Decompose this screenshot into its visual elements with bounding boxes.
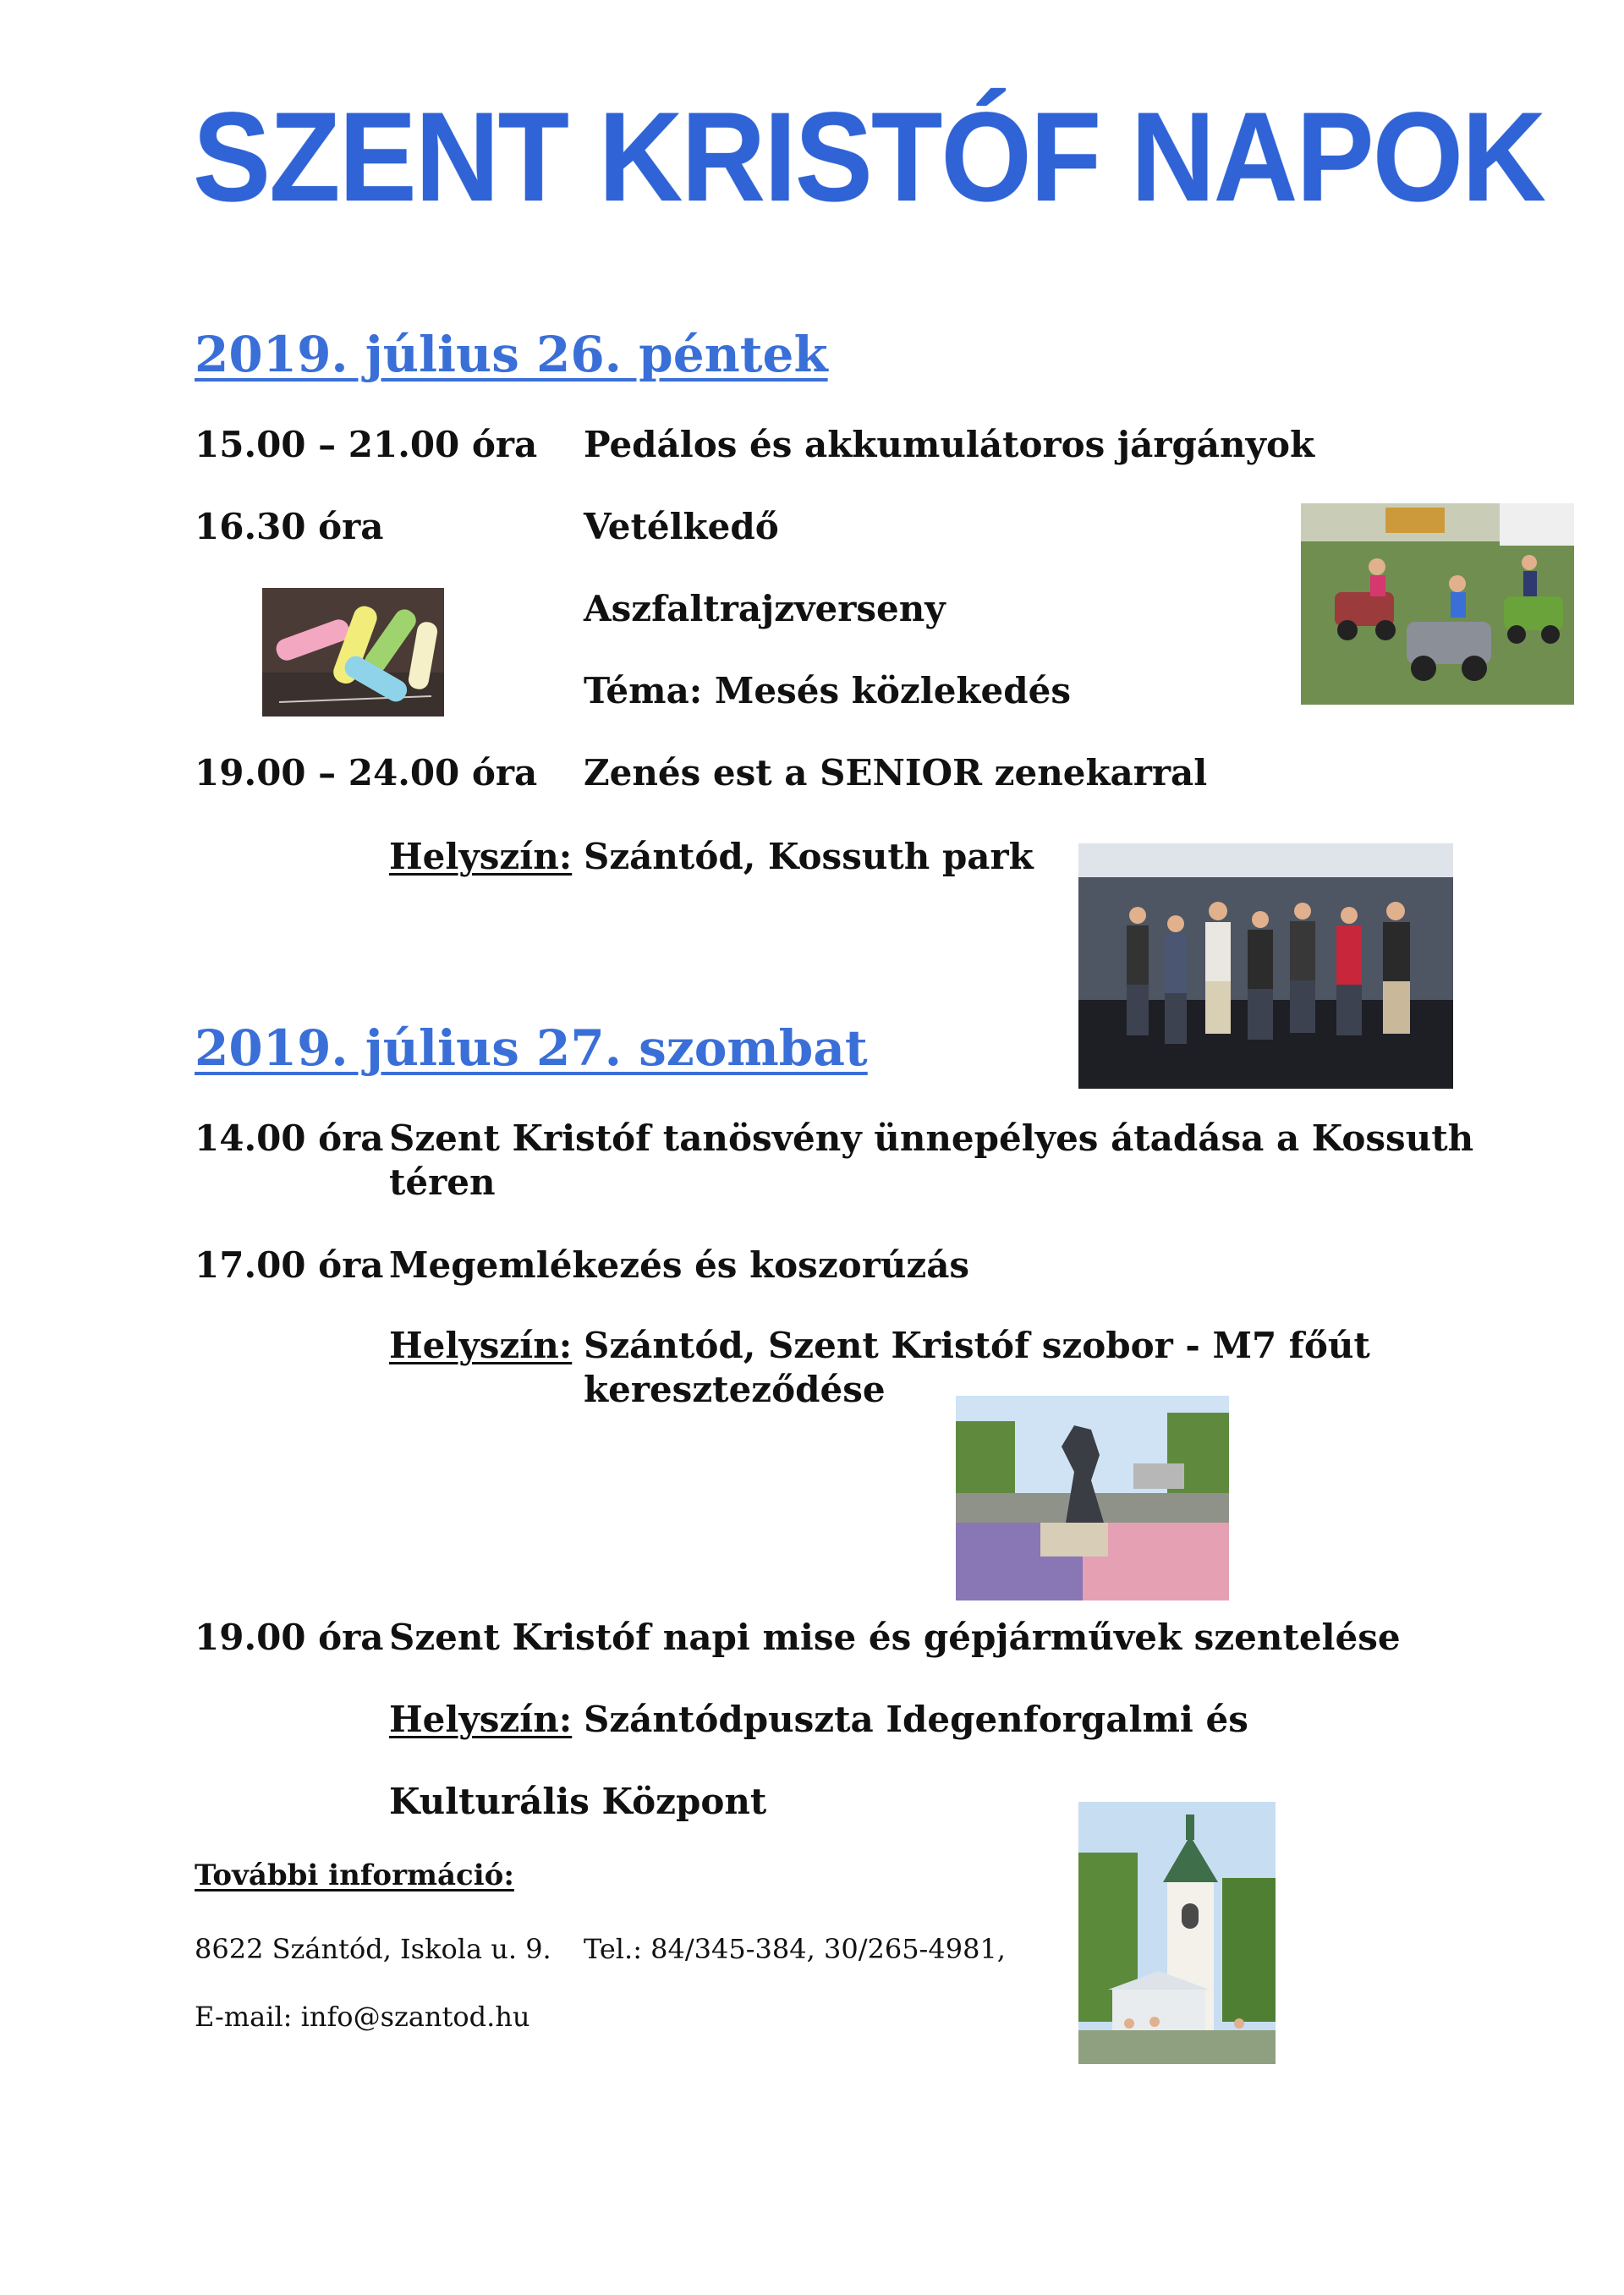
kids-cars-photo [1301, 503, 1574, 705]
info-email: E-mail: info@szantod.hu [195, 2001, 530, 2033]
day2-item3-time: 19.00 óra [195, 1617, 384, 1658]
info-address: 8622 Szántód, Iskola u. 9. [195, 1933, 551, 1965]
day1-item2-text: Vetélkedő [584, 506, 779, 547]
page-title: SZENT KRISTÓF NAPOK [193, 85, 1545, 228]
day1-date: 2019. július 26. péntek [195, 326, 828, 383]
church-photo [1078, 1802, 1276, 2064]
day2-item2-text: Megemlékezés és koszorúzás [389, 1244, 970, 1286]
day2-item3-text: Szent Kristóf napi mise és gépjárművek szentelése [389, 1617, 1401, 1658]
day1-item3-text: Aszfaltrajzverseny [584, 588, 946, 629]
day2-location2-line1: Szántódpuszta Idegenforgalmi és [584, 1699, 1248, 1740]
day2-date: 2019. július 27. szombat [195, 1019, 868, 1077]
day2-item1-text: Szent Kristóf tanösvény ünnepélyes átadása a Kossuth [389, 1117, 1474, 1159]
info-phone: Tel.: 84/345-384, 30/265-4981, [584, 1933, 1006, 1965]
day2-location1-label: Helyszín: [389, 1325, 573, 1366]
chalk-photo [262, 588, 444, 717]
day2-location2-label: Helyszín: [389, 1699, 573, 1740]
day1-item5-text: Zenés est a SENIOR zenekarral [584, 752, 1208, 793]
info-heading: További információ: [195, 1859, 514, 1892]
day1-location-label: Helyszín: [389, 836, 573, 877]
day1-item4-text: Téma: Mesés közlekedés [584, 670, 1071, 711]
day1-item5-time: 19.00 – 24.00 óra [195, 752, 538, 793]
day2-item1-text-cont: téren [389, 1161, 496, 1203]
statue-photo [956, 1396, 1229, 1600]
day2-location1-line1: Szántód, Szent Kristóf szobor - M7 főút [584, 1325, 1370, 1366]
day1-item2-time: 16.30 óra [195, 506, 384, 547]
day1-item1-text: Pedálos és akkumulátoros járgányok [584, 424, 1315, 465]
day1-location: Szántód, Kossuth park [584, 836, 1034, 877]
day2-location2-line2: Kulturális Központ [389, 1781, 767, 1822]
band-photo [1078, 843, 1453, 1089]
day2-location1-line2: kereszteződése [584, 1369, 886, 1410]
day1-item1-time: 15.00 – 21.00 óra [195, 424, 538, 465]
day2-item1-time: 14.00 óra [195, 1117, 384, 1159]
day2-item2-time: 17.00 óra [195, 1244, 384, 1286]
